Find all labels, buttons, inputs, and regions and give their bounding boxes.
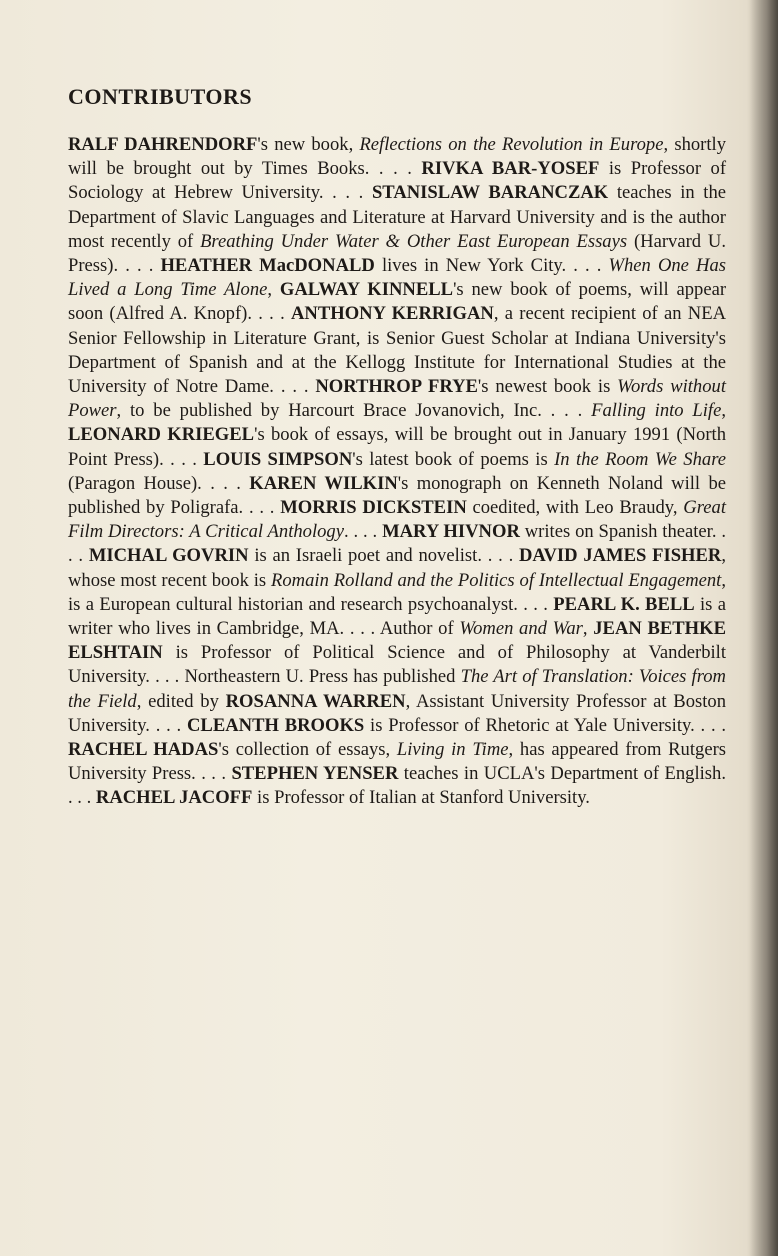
ellipsis-separator: . . . <box>68 521 726 567</box>
contributor-name: ANTHONY KERRIGAN <box>290 303 494 325</box>
ellipsis-separator: . . . <box>694 714 727 736</box>
contributor-name: GALWAY KINNELL <box>279 279 454 301</box>
contributor-name: CLEANTH BROOKS <box>186 714 365 736</box>
entry-text: teaches in UCLA's Department of English. <box>398 763 726 785</box>
entry-text: is Professor of Italian at Stanford University. <box>252 787 590 809</box>
ellipsis-separator: . . . <box>541 400 592 422</box>
entry-text: coedited, with Leo Braudy, <box>466 497 684 519</box>
ellipsis-separator: . . . <box>323 182 372 204</box>
entry-text: (Harvard U. Press). <box>68 230 726 277</box>
page-heading: CONTRIBUTORS <box>68 84 253 109</box>
entry-text: , Assistant University Professor at Boston University. <box>68 690 726 736</box>
ellipsis-separator: . . . <box>344 618 380 640</box>
ellipsis-separator: . . . <box>348 521 383 543</box>
contributor-name: KAREN WILKIN <box>249 472 398 494</box>
entry-text: is Professor of Rhetoric at Yale University. <box>364 714 695 736</box>
ellipsis-separator: . . . <box>243 497 281 519</box>
contributor-entry <box>160 255 566 276</box>
entry-text: 's new book, <box>257 134 360 155</box>
entry-text: , edited by <box>136 690 226 712</box>
book-title: Reflections on the Revolution in Europe <box>359 134 664 155</box>
contributor-name: ROSANNA WARREN <box>225 690 406 712</box>
entry-text: , <box>267 279 280 301</box>
contributor-name: STEPHEN YENSER <box>231 763 399 785</box>
entry-text: , shortly will be brought out by Times Books. <box>68 134 726 180</box>
entry-text: is Professor of Political Science and of Philosophy at Vanderbilt University. <box>68 642 726 688</box>
contributor-entry <box>382 521 716 542</box>
entry-text: (Paragon House). <box>68 472 202 494</box>
ellipsis-separator: . . . <box>369 158 422 180</box>
entry-text: , a recent recipient of an NEA Senior Fellowship in Literature Grant, is Senior Guest Scholar at Indiana University's Department of Spanish and at the Kellogg Institute for International Studies at the University of Notre Dame. <box>68 303 727 398</box>
contributor-name: MICHAL GOVRIN <box>88 545 249 567</box>
book-title: Words without Power <box>68 376 726 422</box>
contributor-name: JEAN BETHKE ELSHTAIN <box>68 618 727 664</box>
contributor-name: RIVKA BAR-YOSEF <box>421 158 600 180</box>
ellipsis-separator: . . . <box>118 255 161 277</box>
entry-text: 's monograph on Kenneth Noland will be published by Poligrafa. <box>68 472 726 519</box>
contributor-name: RACHEL HADAS <box>68 739 219 761</box>
contributor-name: STANISLAW BARANCZAK <box>371 182 609 204</box>
contributor-name: DAVID JAMES FISHER <box>519 545 722 567</box>
contributor-name: PEARL K. BELL <box>553 593 695 615</box>
contributor-entry <box>89 545 482 566</box>
entry-text: teaches in the Department of Slavic Languages and Literature at Harvard University and is the author most recently of <box>68 182 726 252</box>
contributor-name: LOUIS SIMPSON <box>203 448 353 470</box>
binding-shadow <box>750 0 778 1256</box>
contributor-entry <box>187 715 695 736</box>
book-title: In the Room We Share <box>554 448 726 470</box>
entry-text: . <box>344 521 349 543</box>
contributor-name: HEATHER MacDONALD <box>160 255 375 277</box>
book-title: Great Film Directors: A Critical Anthology <box>68 497 726 543</box>
contributor-entry <box>96 787 590 808</box>
entry-text: Northeastern U. Press has published <box>184 666 461 688</box>
entry-text: , <box>721 400 726 422</box>
ellipsis-separator: . . . <box>149 666 185 688</box>
book-title: Women and War <box>459 618 583 640</box>
entry-text: writes on Spanish theater. <box>519 521 717 543</box>
book-title: Falling into Life <box>591 400 722 422</box>
ellipsis-separator: . . . <box>149 714 187 736</box>
ellipsis-separator: . . . <box>195 763 232 785</box>
contributor-name: NORTHROP FRYE <box>315 376 478 398</box>
entry-text: is an Israeli poet and novelist. <box>248 545 482 567</box>
entry-text: , whose most recent book is <box>68 545 726 591</box>
contributors-paragraph <box>68 133 726 811</box>
book-title: Breathing Under Water & Other East European Essays <box>200 230 628 252</box>
entry-text: 's new book of poems, will appear soon (Alfred A. Knopf). <box>68 279 727 325</box>
entry-text: , <box>582 618 594 640</box>
book-title: When One Has Lived a Long Time Alone <box>68 255 726 301</box>
entry-text: lives in New York City. <box>374 255 567 277</box>
entry-text: , to be published by Harcourt Brace Jovanovich, Inc. <box>116 400 542 422</box>
contributor-name: LEONARD KRIEGEL <box>68 424 255 446</box>
entry-text: is Professor of Sociology at Hebrew University. <box>68 158 727 204</box>
ellipsis-separator: . . . <box>252 303 291 325</box>
contributor-name: RALF DAHRENDORF <box>68 134 258 155</box>
ellipsis-separator: . . . <box>201 472 250 494</box>
entry-text: 's book of essays, will be brought out in January 1991 (North Point Press). <box>68 424 727 470</box>
ellipsis-separator: . . . <box>481 545 519 567</box>
contributor-entry <box>231 763 726 784</box>
contributor-name: MORRIS DICKSTEIN <box>280 497 467 519</box>
contributor-name: RACHEL JACOFF <box>95 787 253 809</box>
ellipsis-separator: . . . <box>273 376 316 398</box>
entry-text: 's collection of essays, <box>218 739 397 761</box>
book-title: Romain Rolland and the Politics of Intellectual Engagement <box>271 569 722 591</box>
entry-text: 's newest book is <box>477 376 618 398</box>
ellipsis-separator: . . . <box>68 787 96 809</box>
entry-text: , is a European cultural historian and research psychoanalyst. <box>68 569 726 615</box>
contributor-name: MARY HIVNOR <box>382 521 520 543</box>
book-title: The Art of Translation: Voices from the Field <box>68 666 726 712</box>
entry-text: Author of <box>379 618 460 640</box>
ellipsis-separator: . . . <box>566 255 609 277</box>
entry-text: , has appeared from Rutgers University Press. <box>68 739 726 785</box>
entry-text: is a writer who lives in Cambridge, MA. <box>68 593 727 640</box>
ellipsis-separator: . . . <box>517 593 554 615</box>
book-title: Living in Time <box>396 739 509 761</box>
ellipsis-separator: . . . <box>163 448 204 470</box>
entry-text: 's latest book of poems is <box>352 448 555 470</box>
